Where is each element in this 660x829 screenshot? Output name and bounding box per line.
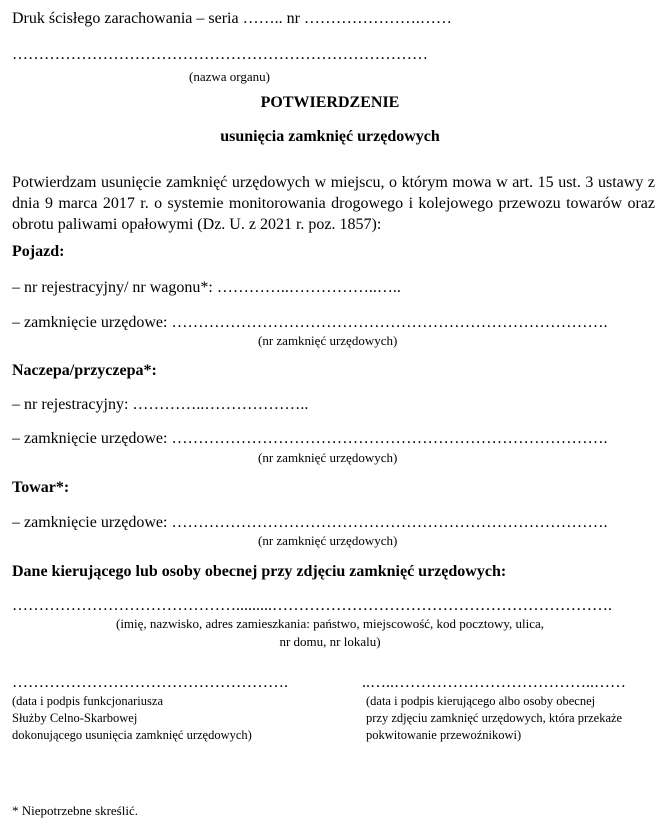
- series-number-line: Druk ścisłego zarachowania – seria …….. nr ………………….……: [12, 10, 452, 27]
- trailer-heading: Naczepa/przyczepa*:: [12, 362, 157, 379]
- official-signature-caption-1: (data i podpis funkcjonariusza: [12, 694, 163, 708]
- official-signature-caption-3: dokonującego usunięcia zamknięć urzędowych): [12, 728, 252, 742]
- driver-heading: Dane kierującego lub osoby obecnej przy zdjęciu zamknięć urzędowych:: [12, 563, 507, 580]
- driver-caption-1: (imię, nazwisko, adres zamieszkania: państwo, miejscowość, kod pocztowy, ulica,: [115, 616, 545, 631]
- driver-signature-caption-2: przy zdjęciu zamknięć urzędowych, która przekaże: [366, 711, 623, 725]
- intro-paragraph: Potwierdzam usunięcie zamknięć urzędowych w miejscu, o którym mowa w art. 15 ust. 3 ustawy z dnia 9 marca 2017 r. o systemie monitorowania drogowego i kolejowego przewozu towarów oraz obrotu paliwami opałowymi (Dz. U. z 2021 r. poz. 1857):: [12, 174, 655, 233]
- driver-signature-caption-1: (data i podpis kierującego albo osoby obecnej: [366, 694, 596, 708]
- vehicle-seal-caption: (nr zamknięć urzędowych): [258, 333, 398, 348]
- vehicle-heading: Pojazd:: [12, 243, 65, 260]
- driver-caption-2: nr domu, nr lokalu): [279, 634, 381, 649]
- goods-seal-line: – zamknięcie urzędowe: ……………………………………………………………………….: [12, 514, 608, 531]
- document-title: POTWIERDZENIE: [260, 94, 400, 111]
- driver-signature-line: ..…..………………………………..……: [362, 674, 626, 691]
- driver-data-line: …………………………………….........……………………………………………………….: [12, 597, 612, 614]
- trailer-registration-line: – nr rejestracyjny: …………..………………..: [12, 396, 309, 413]
- trailer-seal-line: – zamknięcie urzędowe: ……………………………………………………………………….: [12, 430, 608, 447]
- document-subtitle: usunięcia zamknięć urzędowych: [220, 128, 440, 145]
- goods-heading: Towar*:: [12, 479, 70, 496]
- official-signature-line: …………………………………………….: [12, 674, 288, 691]
- vehicle-seal-line: – zamknięcie urzędowe: ……………………………………………………………………….: [12, 314, 608, 331]
- organ-name-caption: (nazwa organu): [189, 69, 270, 84]
- organ-name-line: ……………………………………………………………………: [12, 46, 428, 63]
- driver-signature-caption-3: pokwitowanie przewoźnikowi): [366, 728, 522, 742]
- vehicle-registration-line: – nr rejestracyjny/ nr wagonu*: …………..……………..…..: [12, 279, 401, 296]
- footnote: * Niepotrzebne skreślić.: [12, 803, 138, 818]
- trailer-seal-caption: (nr zamknięć urzędowych): [258, 450, 398, 465]
- goods-seal-caption: (nr zamknięć urzędowych): [258, 533, 398, 548]
- official-signature-caption-2: Służby Celno-Skarbowej: [12, 711, 138, 725]
